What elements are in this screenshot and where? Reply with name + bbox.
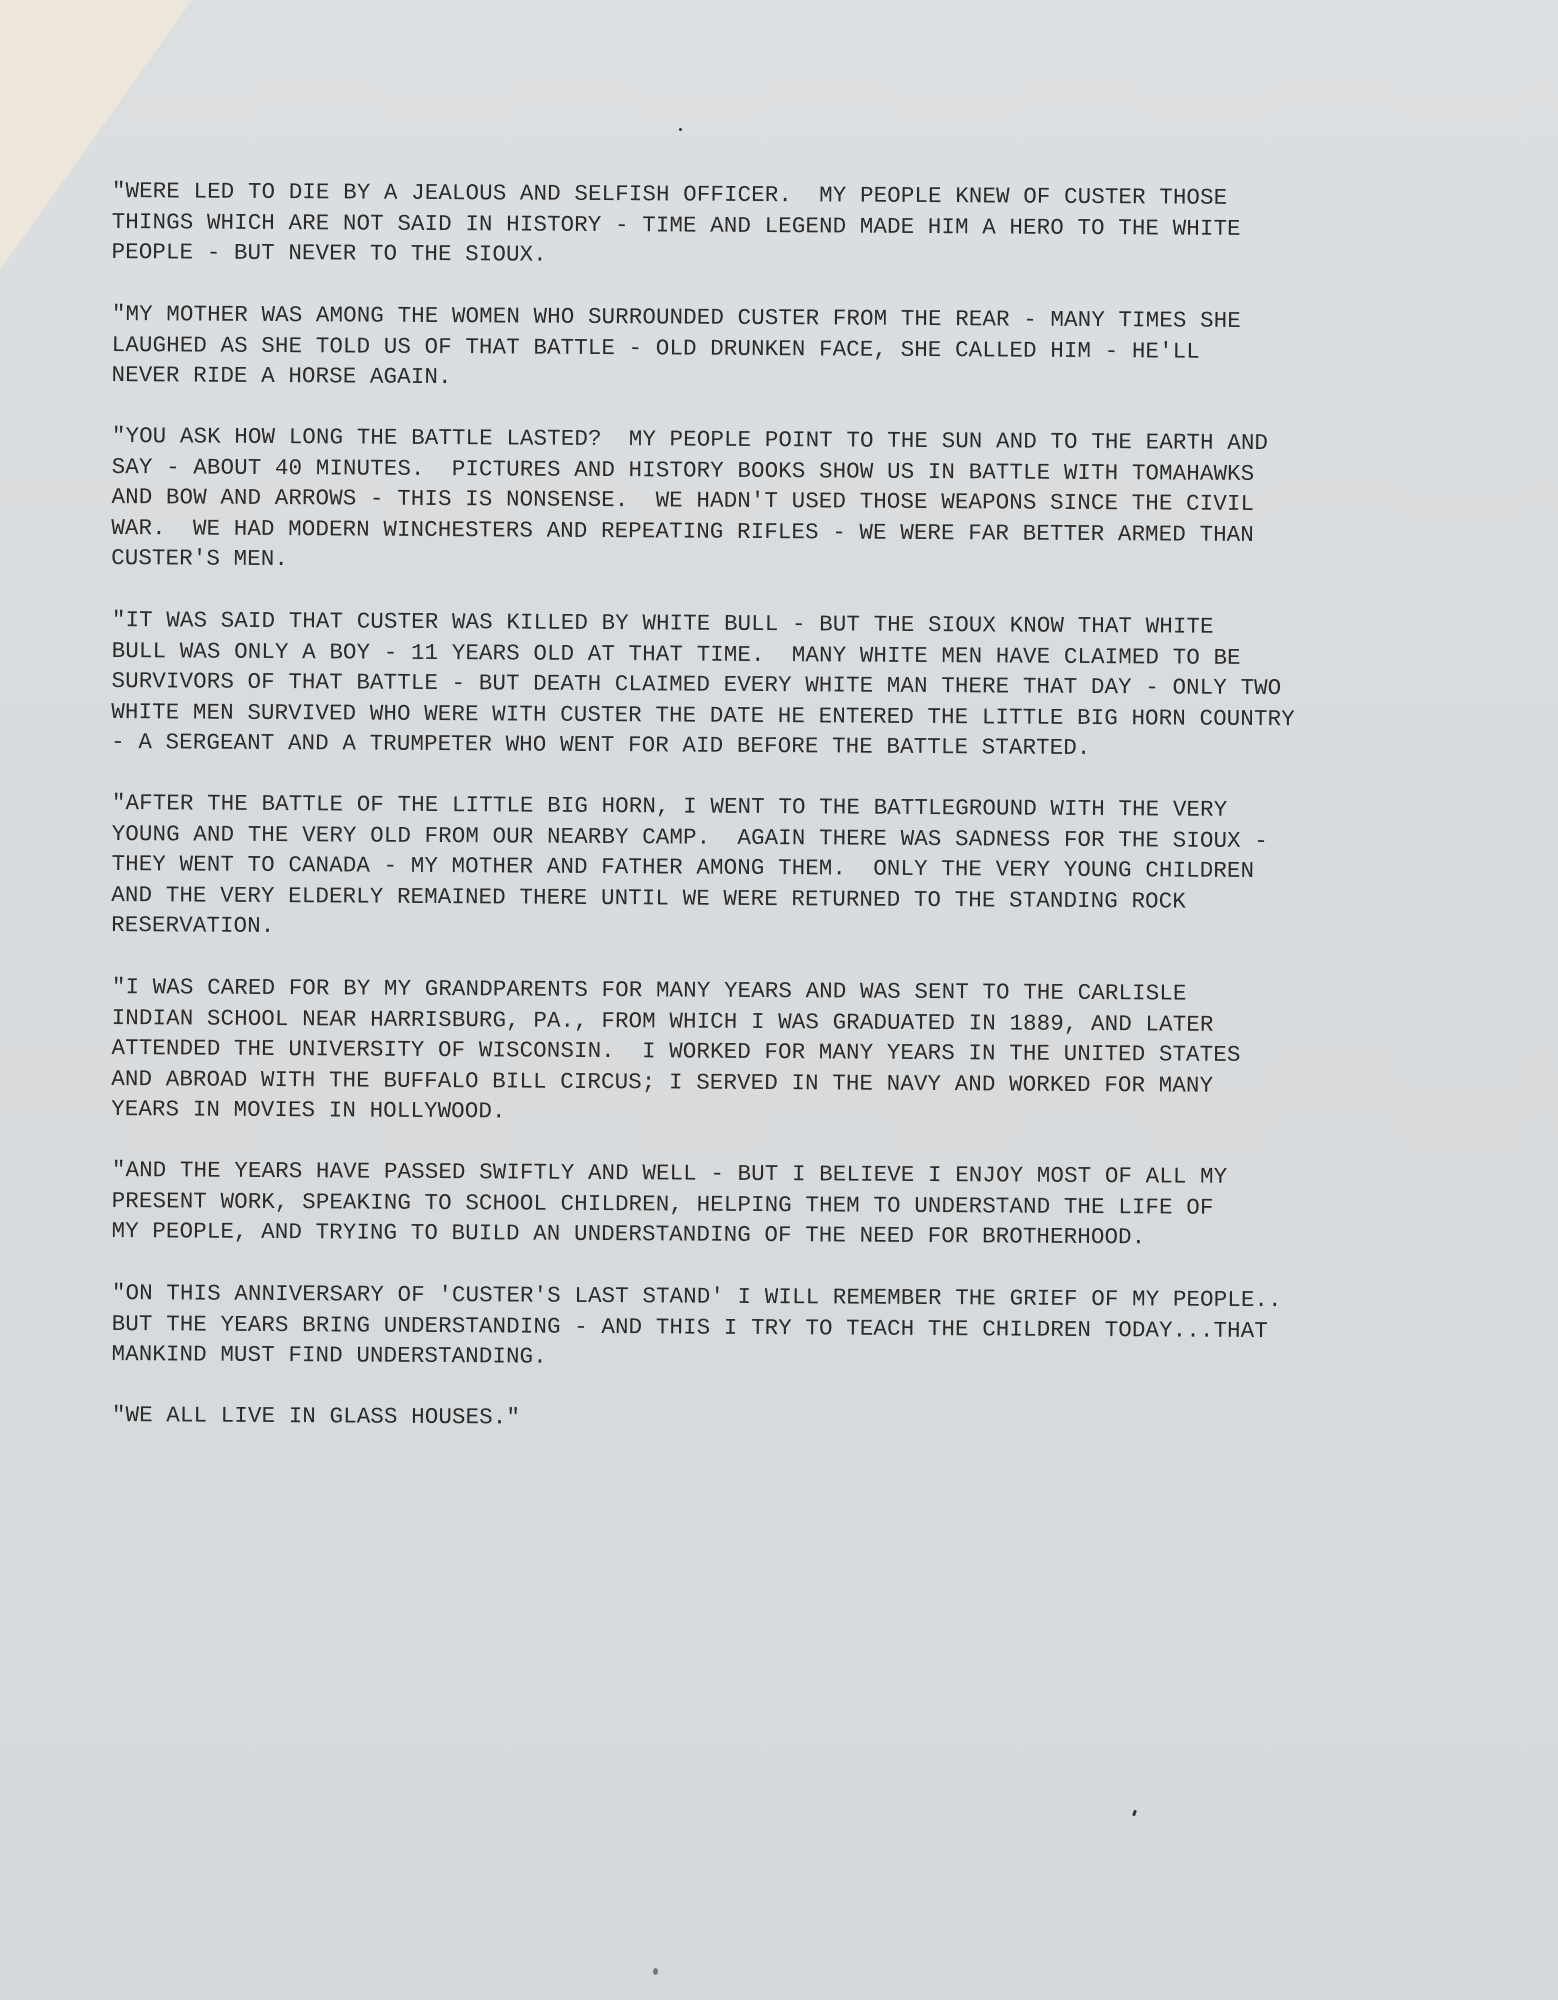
paragraph-3: "YOU ASK HOW LONG THE BATTLE LASTED? MY PEOPLE POINT TO THE SUN AND TO THE EARTH AND SAY - ABOUT 40 MINUTES. PICTURES AND HISTORY BOOKS SHOW US IN BATTLE WITH TOMAHAWKS AND BOW AND ARROWS - THIS IS NONSENSE. WE HADN'T USED THOSE WEAPONS SINCE THE CIVIL WAR. WE HAD MODERN WINCHESTERS AND REPEATING RIFLES - WE WERE FAR BETTER ARMED THAN CUSTER'S MEN. [111,422,1269,573]
speck [653,1968,658,1975]
paragraph-7: "AND THE YEARS HAVE PASSED SWIFTLY AND WELL - BUT I BELIEVE I ENJOY MOST OF ALL MY PRESENT WORK, SPEAKING TO SCHOOL CHILDREN, HELPING THEM TO UNDERSTAND THE LIFE OF MY PEOPLE, AND TRYING TO BUILD AN UNDERSTANDING OF THE NEED FOR BROTHERHOOD. [111,1157,1228,1251]
speck [1132,1810,1137,1817]
paragraph-9: "WE ALL LIVE IN GLASS HOUSES." [111,1402,521,1431]
paragraph-4: "IT WAS SAID THAT CUSTER WAS KILLED BY WHITE BULL - BUT THE SIOUX KNOW THAT WHITE BULL WAS ONLY A BOY - 11 YEARS OLD AT THAT TIME. MANY WHITE MEN HAVE CLAIMED TO BE SURVIVORS OF THAT BATTLE - BUT DEATH CLAIMED EVERY WHITE MAN THERE THAT DAY - ONLY TWO WHITE MEN SURVIVED WHO WERE WITH CUSTER THE DATE HE ENTERED THE LITTLE BIG HORN COUNTRY - A SERGEANT AND A TRUMPETER WHO WENT FOR AID BEFORE THE BATTLE STARTED. [111,606,1295,761]
paragraph-2: "MY MOTHER WAS AMONG THE WOMEN WHO SURROUNDED CUSTER FROM THE REAR - MANY TIMES SHE LAUGHED AS SHE TOLD US OF THAT BATTLE - OLD DRUNKEN FACE, SHE CALLED HIM - HE'LL NEVER RIDE A HORSE AGAIN. [111,300,1241,390]
typed-text-block [112,176,1472,1462]
paragraph-5: "AFTER THE BATTLE OF THE LITTLE BIG HORN, I WENT TO THE BATTLEGROUND WITH THE VERY YOUNG AND THE VERY OLD FROM OUR NEARBY CAMP. AGAIN THERE WAS SADNESS FOR THE SIOUX - THEY WENT TO CANADA - MY MOTHER AND FATHER AMONG THEM. ONLY THE VERY YOUNG CHILDREN AND THE VERY ELDERLY REMAINED THERE UNTIL WE WERE RETURNED TO THE STANDING ROCK RESERVATION. [111,789,1268,939]
speck [679,128,682,131]
paragraph-8: "ON THIS ANNIVERSARY OF 'CUSTER'S LAST STAND' I WILL REMEMBER THE GRIEF OF MY PEOPLE.. BUT THE YEARS BRING UNDERSTANDING - AND THIS I TRY TO TEACH THE CHILDREN TODAY...THAT MANKIND MUST FIND UNDERSTANDING. [111,1279,1282,1370]
paragraph-1: "WERE LED TO DIE BY A JEALOUS AND SELFISH OFFICER. MY PEOPLE KNEW OF CUSTER THOSE THINGS WHICH ARE NOT SAID IN HISTORY - TIME AND LEGEND MADE HIM A HERO TO THE WHITE PEOPLE - BUT NEVER TO THE SIOUX. [111,177,1241,268]
paragraph-6: "I WAS CARED FOR BY MY GRANDPARENTS FOR MANY YEARS AND WAS SENT TO THE CARLISLE INDIAN SCHOOL NEAR HARRISBURG, PA., FROM WHICH I WAS GRADUATED IN 1889, AND LATER ATTENDED THE UNIVERSITY OF WISCONSIN. I WORKED FOR MANY YEARS IN THE UNITED STATES AND ABROAD WITH THE BUFFALO BILL CIRCUS; I SERVED IN THE NAVY AND WORKED FOR MANY YEARS IN MOVIES IN HOLLYWOOD. [111,973,1241,1124]
